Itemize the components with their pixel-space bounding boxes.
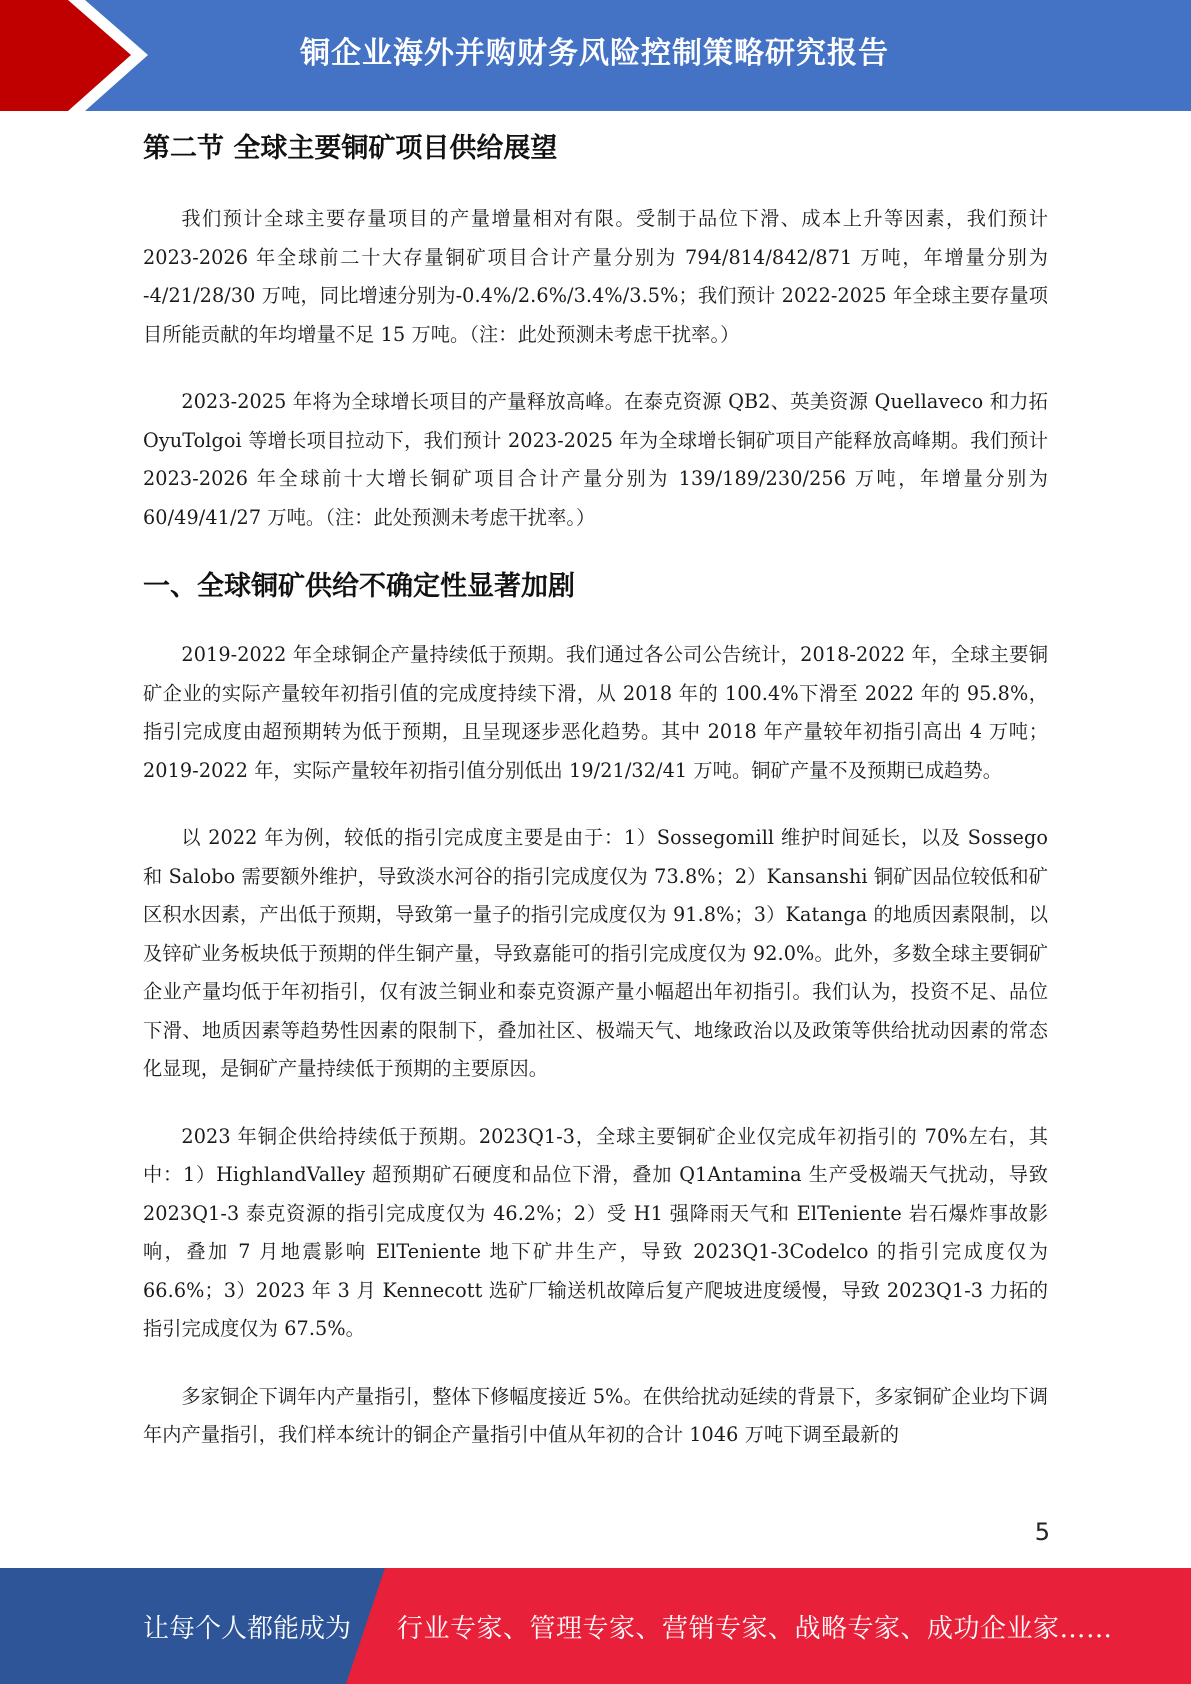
paragraph: 2023 年铜企供给持续低于预期。2023Q1-3，全球主要铜矿企业仅完成年初指引的 70%左右，其中：1）HighlandValley 超预期矿石硬度和品位下滑，叠加 Q1Antamina 生产受极端天气扰动，导致 2023Q1-3 泰克资源的指引完成度仅为 46.2%；2）受 H1 强降雨天气和 ElTeniente 岩石爆炸事故影响，叠加 7 月地震影响 ElTeniente 地下矿井生产，导致 2023Q1-3Codelco 的指引完成度仅为 66.6%；3）2023 年 3 月 Kennecott 选矿厂输送机故障后复产爬坡进度缓慢，导致 2023Q1-3 力拓的指引完成度仅为 67.5%。 [143, 1124, 1048, 1340]
footer-slogan-right: 行业专家、管理专家、营销专家、战略专家、成功企业家…… [397, 1614, 1113, 1644]
paragraph: 2023-2025 年将为全球增长项目的产量释放高峰。在泰克资源 QB2、英美资源 Quellaveco 和力拓 OyuTolgoi 等增长项目拉动下，我们预计 2023-2025 年为全球增长铜矿项目产能释放高峰期。我们预计 2023-2026 年全球前十大增长铜矿项目合计产量分别为 139/189/230/256 万吨，年增量分别为 60/49/41/27 万吨。（注：此处预测未考虑干扰率。） [143, 390, 1048, 529]
section-title: 一、全球铜矿供给不确定性显著加剧 [143, 571, 575, 602]
footer-slogan-left: 让每个人都能成为 [143, 1614, 352, 1644]
paragraph: 以 2022 年为例，较低的指引完成度主要是由于：1）Sossegomill 维护时间延长，以及 Sossego 和 Salobo 需要额外维护，导致淡水河谷的指引完成度仅为 73.8%；2）Kansanshi 铜矿因品位较低和矿区积水因素，产出低于预期，导致第一量子的指引完成度仅为 91.8%；3）Katanga 的地质因素限制，以及锌矿业务板块低于预期的伴生铜产量，导致嘉能可的指引完成度仅为 92.0%。此外，多数全球主要铜矿企业产量均低于年初指引，仅有波兰铜业和泰克资源产量小幅超出年初指引。我们认为，投资不足、品位下滑、地质因素等趋势性因素的限制下，叠加社区、极端天气、地缘政治以及政策等供给扰动因素的常态化显现，是铜矿产量持续低于预期的主要原因。 [143, 826, 1048, 1080]
paragraph: 多家铜企下调年内产量指引，整体下修幅度接近 5%。在供给扰动延续的背景下，多家铜矿企业均下调年内产量指引，我们样本统计的铜企产量指引中值从年初的合计 1046 万吨下调至最新的 [143, 1384, 1048, 1446]
paragraph: 2019-2022 年全球铜企产量持续低于预期。我们通过各公司公告统计，2018-2022 年，全球主要铜矿企业的实际产量较年初指引值的完成度持续下滑，从 2018 年的 100.4%下滑至 2022 年的 95.8%，指引完成度由超预期转为低于预期，且呈现逐步恶化趋势。其中 2018 年产量较年初指引高出 4 万吨；2019-2022 年，实际产量较年初指引值分别低出 19/21/32/41 万吨。铜矿产量不及预期已成趋势。 [143, 643, 1048, 782]
page-number: 5 [1034, 1518, 1050, 1546]
page-footer [0, 1568, 1191, 1684]
section-title: 第二节 全球主要铜矿项目供给展望 [143, 133, 558, 164]
paragraph: 我们预计全球主要存量项目的产量增量相对有限。受制于品位下滑、成本上升等因素，我们预计 2023-2026 年全球前二十大存量铜矿项目合计产量分别为 794/814/842/871 万吨，年增量分别为 -4/21/28/30 万吨，同比增速分别为-0.4%/2.6%/3.4%/3.5%；我们预计 2022-2025 年全球主要存量项目所能贡献的年均增量不足 15 万吨。（注：此处预测未考虑干扰率。） [143, 207, 1048, 346]
document-body [143, 128, 1048, 1484]
report-title: 铜企业海外并购财务风险控制策略研究报告 [300, 36, 889, 71]
page-header [0, 0, 1191, 111]
